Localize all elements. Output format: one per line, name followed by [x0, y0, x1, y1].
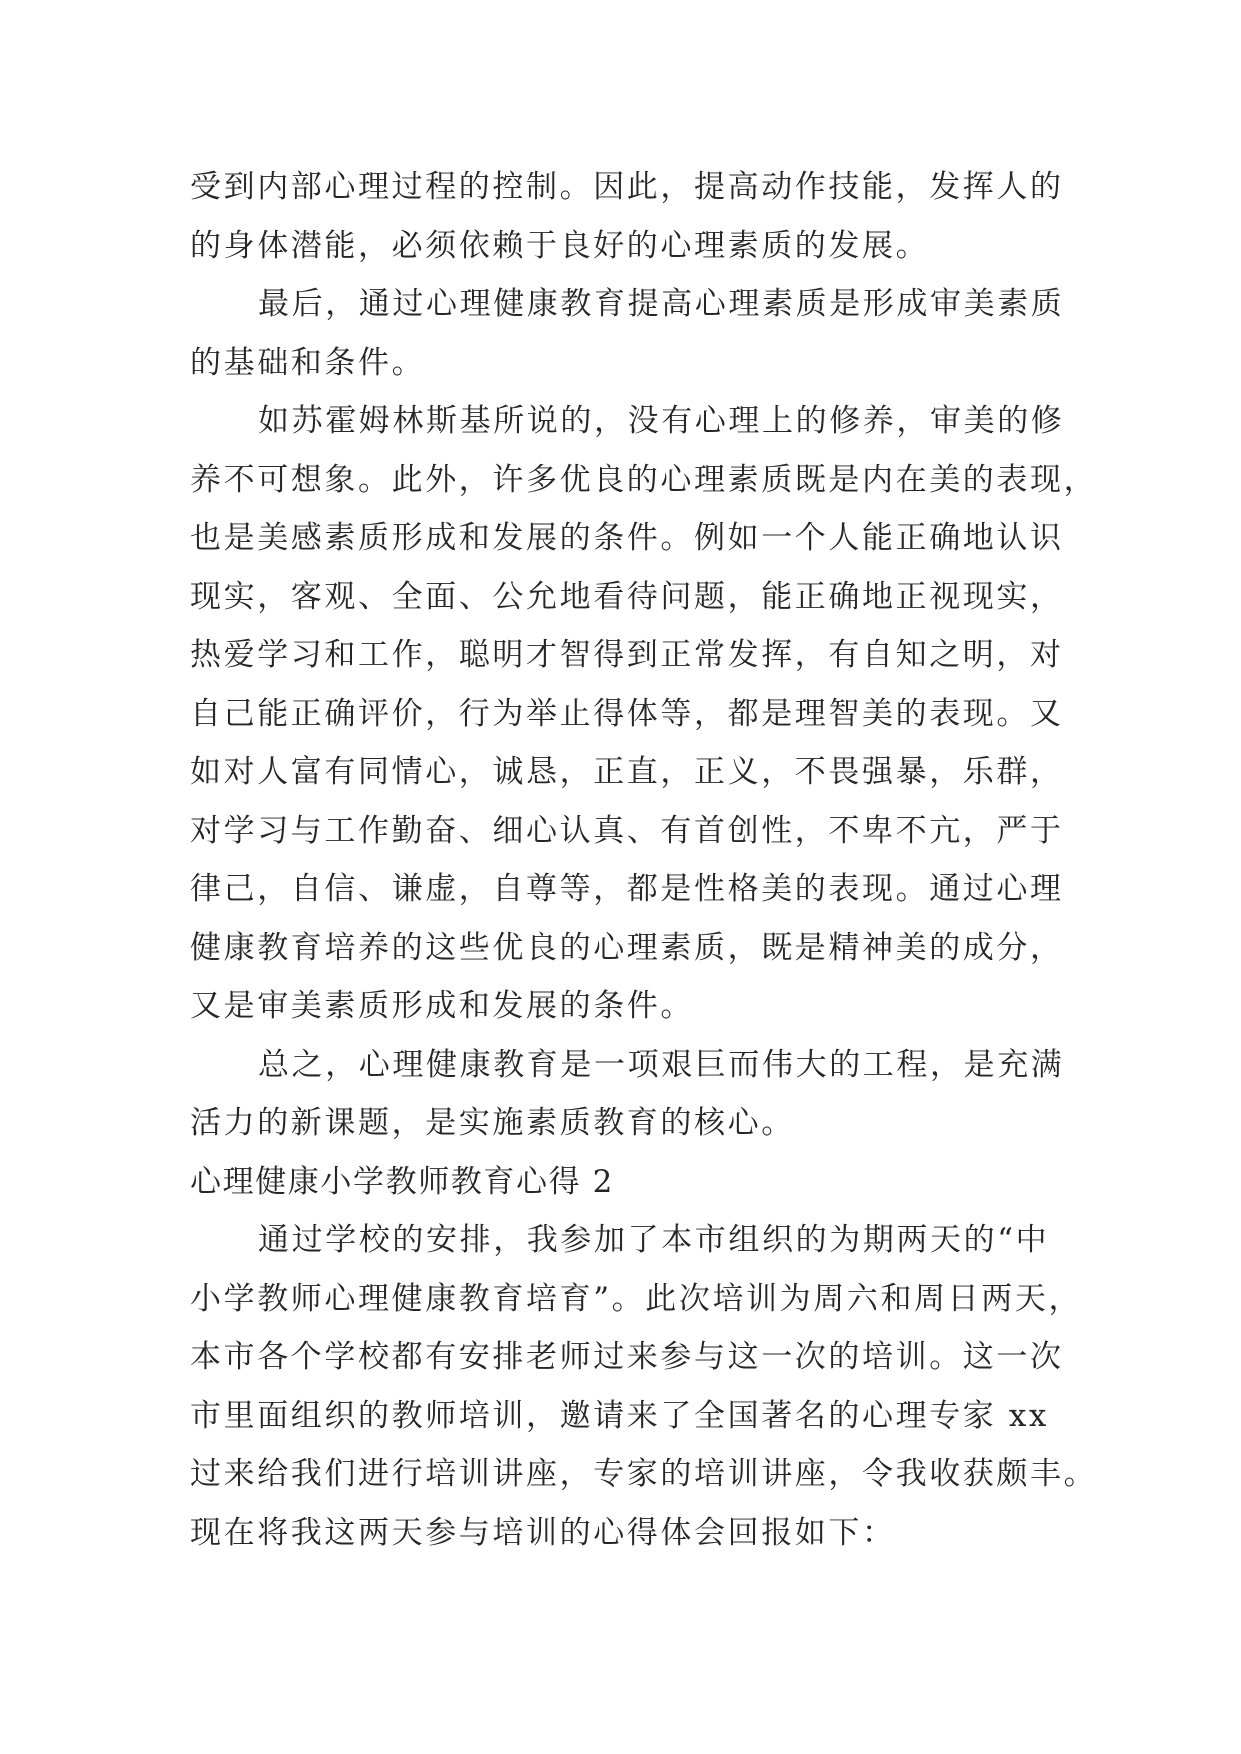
text-line: 小学教师心理健康教育培育”。此次培训为周六和周日两天，	[190, 1280, 1083, 1317]
paragraph-first-line: 总之，心理健康教育是一项艰巨而伟大的工程，是充满	[258, 1046, 1065, 1083]
text-line: 现实，客观、全面、公允地看待问题，能正确地正视现实，	[190, 578, 1064, 615]
paragraph-first-line: 如苏霍姆林斯基所说的，没有心理上的修养，审美的修	[258, 403, 1065, 439]
text-line: 热爱学习和工作，聪明才智得到正常发挥，有自知之明，对	[190, 637, 1064, 673]
text-line: 的身体潜能，必须依赖于良好的心理素质的发展。	[190, 227, 930, 264]
text-line: 现在将我这两天参与培训的心得体会回报如下：	[190, 1514, 896, 1551]
text-line: 自己能正确评价，行为举止得体等，都是理智美的表现。又	[190, 695, 1064, 732]
section-heading: 心理健康小学教师教育心得 2	[190, 1163, 614, 1200]
text-line: 健康教育培养的这些优良的心理素质，既是精神美的成分，	[190, 929, 1064, 966]
text-line: 的基础和条件。	[190, 344, 426, 381]
text-line: 市里面组织的教师培训，邀请来了全国著名的心理专家 xx	[190, 1397, 1050, 1434]
paragraph-first-line: 最后，通过心理健康教育提高心理素质是形成审美素质	[258, 286, 1065, 322]
document-page	[190, 158, 1098, 1562]
text-line: 本市各个学校都有安排老师过来参与这一次的培训。这一次	[190, 1339, 1064, 1375]
text-line: 如对人富有同情心，诚恳，正直，正义，不畏强暴，乐群，	[190, 754, 1064, 790]
text-line: 又是审美素质形成和发展的条件。	[190, 988, 694, 1024]
text-line: 对学习与工作勤奋、细心认真、有首创性，不卑不亢，严于	[190, 812, 1064, 849]
text-line: 也是美感素质形成和发展的条件。例如一个人能正确地认识	[190, 520, 1064, 556]
paragraph-first-line: 通过学校的安排，我参加了本市组织的为期两天的“中	[258, 1222, 1050, 1258]
text-line: 受到内部心理过程的控制。因此，提高动作技能，发挥人的	[190, 169, 1064, 205]
text-line: 活力的新课题，是实施素质教育的核心。	[190, 1105, 795, 1141]
text-line: 过来给我们进行培训讲座，专家的培训讲座，令我收获颇丰。	[190, 1456, 1098, 1492]
text-line: 律己，自信、谦虚，自尊等，都是性格美的表现。通过心理	[190, 871, 1064, 907]
text-line: 养不可想象。此外，许多优良的心理素质既是内在美的表现，	[190, 461, 1098, 498]
